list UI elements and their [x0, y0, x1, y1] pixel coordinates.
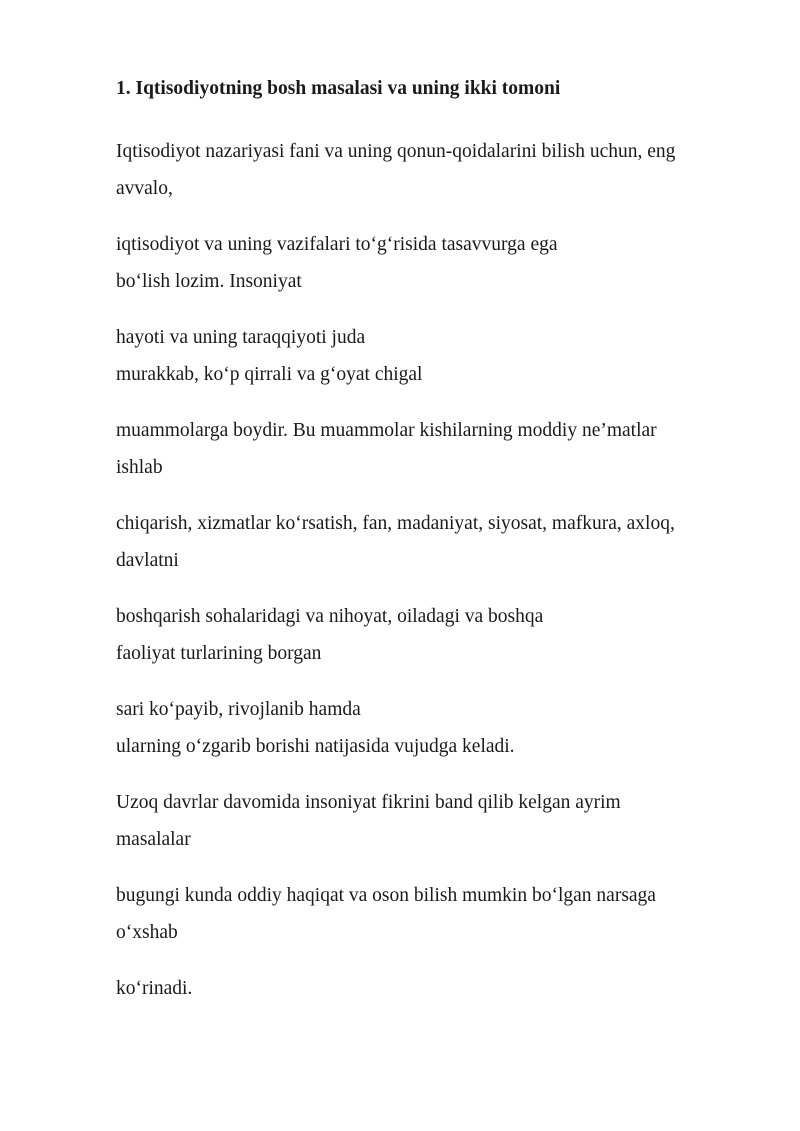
text-line: muammolarga boydir. Bu muammolar kishilarning moddiy ne’matlar [116, 420, 657, 441]
text-line: Uzoq davrlar davomida insoniyat fikrini band qilib kelgan ayrim [116, 792, 621, 813]
section-heading: 1. Iqtisodiyotning bosh masalasi va uning ikki tomoni [116, 78, 561, 99]
text-line: boshqarish sohalaridagi va nihoyat, oiladagi va boshqa [116, 606, 544, 627]
paragraph [116, 877, 746, 951]
text-line: masalalar [116, 829, 191, 850]
text-line: bugungi kunda oddiy haqiqat va oson bilish mumkin bo‘lgan narsaga [116, 885, 656, 906]
paragraph [116, 226, 746, 300]
paragraph [116, 970, 746, 1007]
text-line: iqtisodiyot va uning vazifalari to‘g‘risida tasavvurga ega [116, 234, 558, 255]
text-line: sari ko‘payib, rivojlanib hamda [116, 699, 361, 720]
text-line: hayoti va uning taraqqiyoti juda [116, 327, 366, 348]
text-line: chiqarish, xizmatlar ko‘rsatish, fan, madaniyat, siyosat, mafkura, axloq, [116, 513, 675, 534]
paragraph [116, 784, 746, 858]
paragraph [116, 505, 746, 579]
text-line: murakkab, ko‘p qirrali va g‘oyat chigal [116, 364, 423, 385]
text-line: ko‘rinadi. [116, 978, 193, 999]
text-line: faoliyat turlarining borgan [116, 643, 322, 664]
text-line: ishlab [116, 457, 163, 478]
paragraph [116, 319, 746, 393]
text-line: bo‘lish lozim. Insoniyat [116, 271, 302, 292]
paragraph [116, 598, 746, 672]
paragraph [116, 691, 746, 765]
paragraph [116, 412, 746, 486]
text-line: o‘xshab [116, 922, 178, 943]
text-line: Iqtisodiyot nazariyasi fani va uning qonun-qoidalarini bilish uchun, eng [116, 141, 676, 162]
text-line: ularning o‘zgarib borishi natijasida vujudga keladi. [116, 736, 515, 757]
text-line: davlatni [116, 550, 179, 571]
text-line: avvalo, [116, 178, 173, 199]
paragraph [116, 133, 746, 207]
document-body [116, 75, 746, 1026]
